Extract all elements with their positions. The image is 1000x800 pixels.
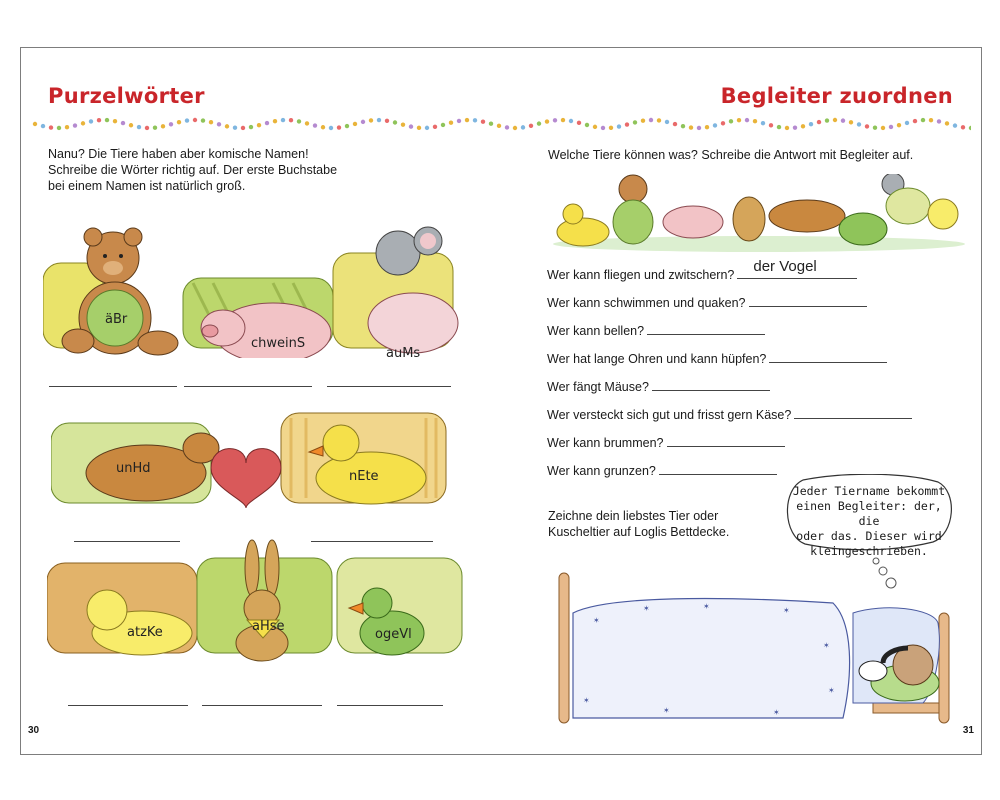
question-row (547, 294, 867, 310)
answer-line[interactable] (337, 704, 443, 706)
scrambled-word: auMs (386, 346, 421, 358)
answer-field[interactable] (652, 378, 770, 391)
right-page (501, 48, 981, 754)
bubble-line: Jeder Tiername bekommt (792, 484, 946, 498)
svg-text:✶: ✶ (703, 602, 710, 611)
scrambled-word: äBr (105, 312, 128, 327)
speech-bubble (783, 474, 955, 558)
answer-field[interactable] (659, 462, 777, 475)
svg-text:✶: ✶ (783, 606, 790, 615)
left-page-title: Purzelwörter (48, 84, 205, 108)
right-intro: Welche Tiere können was? Schreibe die Antwort mit Begleiter auf. (548, 148, 914, 162)
scrambled-word: ogeVl (375, 627, 412, 642)
question-row (547, 258, 857, 282)
question-row (547, 462, 777, 478)
question-text: Wer fängt Mäuse? (547, 380, 649, 394)
animals-row-2 (51, 408, 451, 508)
book-spread (20, 47, 982, 755)
question-text: Wer kann fliegen und zwitschern? (547, 268, 735, 282)
scrambled-word: atzKe (127, 625, 163, 640)
question-text: Wer kann grunzen? (547, 464, 656, 478)
page-number: 31 (962, 725, 974, 736)
question-text: Wer versteckt sich gut und frisst gern Käse? (547, 408, 792, 422)
answer-line[interactable] (184, 385, 312, 387)
answer-line[interactable] (327, 385, 451, 387)
question-row (547, 350, 887, 366)
question-row (547, 378, 770, 394)
bubble-line: oder das. Dieser wird (796, 529, 942, 543)
answer-line[interactable] (68, 704, 188, 706)
bubble-line: einen Begleiter: der, die (796, 499, 942, 528)
bed-illustration[interactable] (553, 553, 983, 725)
answer-field[interactable] (769, 350, 887, 363)
question-row (547, 434, 785, 450)
scrambled-word: aHse (252, 619, 285, 634)
svg-text:✶: ✶ (643, 604, 650, 613)
answer-text: der Vogel (753, 258, 817, 275)
scrambled-word: unHd (116, 461, 151, 476)
svg-text:✶: ✶ (663, 706, 670, 715)
question-text: Wer kann schwimmen und quaken? (547, 296, 746, 310)
right-page-title: Begleiter zuordnen (720, 84, 953, 108)
bubble-line: kleingeschrieben. (810, 544, 928, 558)
left-intro-line: bei einem Namen ist natürlich groß. (48, 179, 246, 193)
draw-prompt (548, 508, 729, 540)
page-number: 30 (28, 725, 40, 736)
animals-row-1 (43, 223, 463, 358)
answer-field[interactable] (737, 258, 857, 279)
answer-line[interactable] (49, 385, 177, 387)
animals-row-3 (47, 528, 467, 663)
left-intro (48, 146, 337, 194)
svg-text:✶: ✶ (593, 616, 600, 625)
question-text: Wer kann brummen? (547, 436, 664, 450)
svg-text:✶: ✶ (823, 641, 830, 650)
answer-line[interactable] (202, 704, 322, 706)
svg-text:✶: ✶ (583, 696, 590, 705)
left-intro-line: Schreibe die Wörter richtig auf. Der erste Buchstabe (48, 163, 338, 177)
svg-text:✶: ✶ (828, 686, 835, 695)
heart-cushion (211, 449, 281, 508)
question-text: Wer kann bellen? (547, 324, 645, 338)
animals-strip (553, 174, 965, 254)
question-row (547, 406, 912, 422)
svg-text:✶: ✶ (773, 708, 780, 717)
left-page (21, 48, 501, 754)
answer-field[interactable] (647, 322, 765, 335)
left-intro-line: Nanu? Die Tiere haben aber komische Namen! (48, 147, 309, 161)
question-text: Wer hat lange Ohren und kann hüpfen? (547, 352, 767, 366)
answer-field[interactable] (667, 434, 785, 447)
scrambled-word: chweinS (251, 336, 306, 351)
scrambled-word: nEte (349, 469, 379, 484)
answer-field[interactable] (749, 294, 867, 307)
question-row (547, 322, 765, 338)
draw-prompt-line: Kuscheltier auf Loglis Bettdecke. (548, 525, 730, 539)
draw-prompt-line: Zeichne dein liebstes Tier oder (548, 509, 719, 523)
answer-field[interactable] (794, 406, 912, 419)
